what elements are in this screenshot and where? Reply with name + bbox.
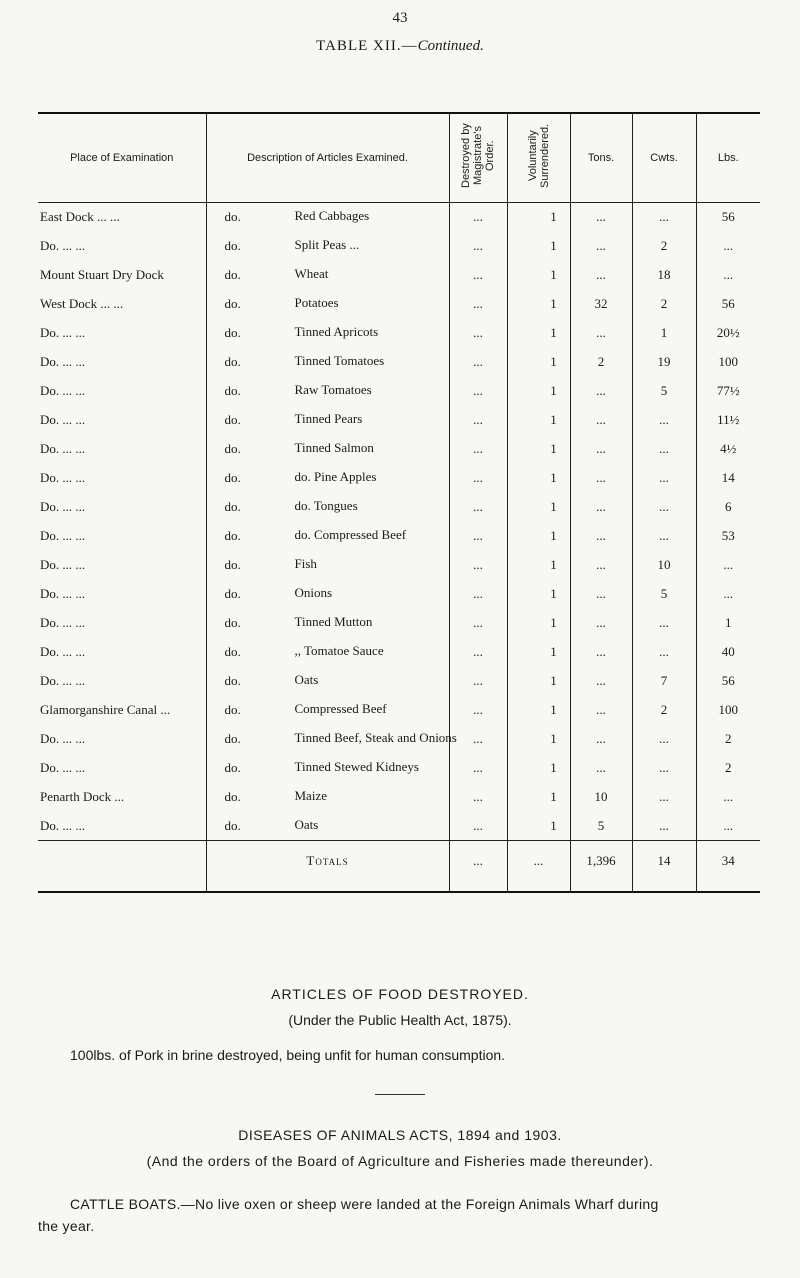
cwts-cell: 7: [632, 667, 696, 696]
ditto-label: do.: [224, 527, 241, 543]
description-cell: [206, 493, 449, 522]
cwts-cell: ...: [632, 754, 696, 783]
description-cell: [206, 580, 449, 609]
ditto-label: do.: [224, 266, 241, 282]
header-voluntarily: [507, 114, 570, 203]
lbs-cell: ...: [696, 783, 760, 812]
place-cell: Do. ... ...: [40, 817, 86, 833]
table-header-row: [38, 114, 760, 203]
tons-cell: ...: [570, 493, 632, 522]
tons-cell: 2: [570, 348, 632, 377]
ditto-label: do.: [224, 498, 241, 514]
tons-cell: ...: [570, 725, 632, 754]
table-row: [38, 725, 760, 754]
ditto-label: do.: [224, 440, 241, 456]
lbs-cell: 56: [696, 667, 760, 696]
tons-cell: ...: [570, 261, 632, 290]
food-examination-table: [38, 114, 760, 891]
description-cell: [206, 725, 457, 754]
table-row: [38, 377, 760, 406]
lbs-cell: 56: [696, 290, 760, 319]
destroyed-cell: ...: [449, 812, 507, 841]
description-cell: [206, 319, 449, 348]
description-cell: [206, 609, 449, 638]
destroyed-cell: ...: [449, 725, 507, 754]
totals-label: Totals: [206, 841, 449, 891]
article-name: Tinned Beef, Steak and Onions: [294, 729, 457, 745]
table-row: [38, 348, 760, 377]
voluntarily-cell: 1: [507, 377, 570, 406]
tons-cell: ...: [570, 377, 632, 406]
voluntarily-cell: 1: [507, 638, 570, 667]
description-cell: [206, 406, 449, 435]
cwts-cell: ...: [632, 464, 696, 493]
lbs-cell: 6: [696, 493, 760, 522]
header-destroyed-text: Destroyed by Magistrate's Order.: [460, 123, 496, 189]
place-cell: Do. ... ...: [40, 382, 86, 398]
totals-voluntarily: ...: [507, 841, 570, 891]
table-row: [38, 464, 760, 493]
voluntarily-cell: 1: [507, 290, 570, 319]
destroyed-cell: ...: [449, 435, 507, 464]
ditto-label: do.: [224, 353, 241, 369]
lbs-cell: 1: [696, 609, 760, 638]
lbs-cell: ...: [696, 232, 760, 261]
cwts-cell: ...: [632, 725, 696, 754]
description-cell: [206, 435, 449, 464]
tons-cell: ...: [570, 232, 632, 261]
cwts-cell: 2: [632, 696, 696, 725]
place-cell: Do. ... ...: [40, 237, 86, 253]
header-tons: Tons.: [570, 114, 632, 203]
destroyed-cell: ...: [449, 261, 507, 290]
ditto-label: do.: [224, 295, 241, 311]
article-name: Raw Tomatoes: [294, 381, 372, 397]
place-cell: Do. ... ...: [40, 585, 86, 601]
destroyed-cell: ...: [449, 551, 507, 580]
diseases-heading: DISEASES OF ANIMALS ACTS, 1894 and 1903.: [238, 1127, 562, 1143]
ditto-label: do.: [224, 759, 241, 775]
destroyed-cell: ...: [449, 319, 507, 348]
destroyed-cell: ...: [449, 464, 507, 493]
ditto-label: do.: [224, 701, 241, 717]
voluntarily-cell: 1: [507, 754, 570, 783]
destroyed-cell: ...: [449, 638, 507, 667]
cwts-cell: 10: [632, 551, 696, 580]
tons-cell: ...: [570, 522, 632, 551]
voluntarily-cell: 1: [507, 551, 570, 580]
voluntarily-cell: 1: [507, 812, 570, 841]
tons-cell: ...: [570, 667, 632, 696]
voluntarily-cell: 1: [507, 319, 570, 348]
table-row: [38, 435, 760, 464]
place-cell: Do. ... ...: [40, 614, 86, 630]
destroyed-cell: ...: [449, 203, 507, 232]
cwts-cell: ...: [632, 812, 696, 841]
description-cell: [206, 638, 449, 667]
lbs-cell: 77½: [696, 377, 760, 406]
lbs-cell: 2: [696, 754, 760, 783]
totals-row: [38, 841, 760, 891]
ditto-label: do.: [224, 237, 241, 253]
voluntarily-cell: 1: [507, 609, 570, 638]
tons-cell: 10: [570, 783, 632, 812]
lbs-cell: 56: [696, 203, 760, 232]
header-lbs: Lbs.: [696, 114, 760, 203]
description-cell: [206, 348, 449, 377]
lbs-cell: 53: [696, 522, 760, 551]
description-cell: [206, 203, 449, 232]
voluntarily-cell: 1: [507, 696, 570, 725]
tons-cell: ...: [570, 464, 632, 493]
page-number: 43: [392, 10, 408, 26]
description-cell: [206, 551, 449, 580]
data-table-container: [38, 112, 760, 893]
lbs-cell: 11½: [696, 406, 760, 435]
cwts-cell: 5: [632, 580, 696, 609]
voluntarily-cell: 1: [507, 232, 570, 261]
table-row: [38, 667, 760, 696]
cwts-cell: 19: [632, 348, 696, 377]
article-name: do. Compressed Beef: [294, 526, 407, 542]
description-cell: [206, 783, 449, 812]
place-cell: Mount Stuart Dry Dock: [40, 266, 164, 282]
table-row: [38, 319, 760, 348]
article-name: Fish: [294, 555, 317, 571]
table-bottom-rule: [38, 891, 760, 893]
article-name: Tinned Mutton: [294, 613, 373, 629]
article-name: Oats: [294, 671, 319, 687]
totals-tons: 1,396: [570, 841, 632, 891]
cwts-cell: ...: [632, 435, 696, 464]
ditto-label: do.: [224, 730, 241, 746]
cwts-cell: 2: [632, 232, 696, 261]
ditto-label: do.: [224, 209, 241, 224]
table-row: [38, 580, 760, 609]
tons-cell: ...: [570, 580, 632, 609]
article-name: Split Peas ...: [294, 236, 360, 252]
ditto-label: do.: [224, 788, 241, 804]
header-place: Place of Examination: [70, 151, 174, 164]
table-row: [38, 609, 760, 638]
table-row: [38, 406, 760, 435]
place-cell: Do. ... ...: [40, 469, 86, 485]
destroyed-cell: ...: [449, 754, 507, 783]
table-row: [38, 493, 760, 522]
cwts-cell: ...: [632, 609, 696, 638]
totals-cwts: 14: [632, 841, 696, 891]
article-name: Oats: [294, 816, 319, 832]
voluntarily-cell: 1: [507, 725, 570, 754]
ditto-label: do.: [224, 469, 241, 485]
voluntarily-cell: 1: [507, 667, 570, 696]
place-cell: Do. ... ...: [40, 498, 86, 514]
lbs-cell: 100: [696, 696, 760, 725]
tons-cell: ...: [570, 609, 632, 638]
article-name: Red Cabbages: [294, 208, 370, 223]
cattle-boats-paragraph: [38, 1193, 770, 1237]
place-cell: Glamorganshire Canal ...: [40, 701, 171, 717]
table-body: [38, 203, 760, 841]
place-cell: East Dock ... ...: [40, 209, 120, 224]
article-name: Wheat: [294, 265, 329, 281]
table-row: [38, 232, 760, 261]
place-cell: Do. ... ...: [40, 353, 86, 369]
destroyed-cell: ...: [449, 609, 507, 638]
table-row: [38, 812, 760, 841]
table-row: [38, 551, 760, 580]
tons-cell: 5: [570, 812, 632, 841]
cwts-cell: ...: [632, 783, 696, 812]
header-cwts: Cwts.: [632, 114, 696, 203]
place-cell: West Dock ... ...: [40, 295, 124, 311]
cwts-cell: 2: [632, 290, 696, 319]
totals-destroyed: ...: [449, 841, 507, 891]
lbs-cell: 2: [696, 725, 760, 754]
tons-cell: ...: [570, 406, 632, 435]
description-cell: [206, 812, 449, 841]
cwts-cell: ...: [632, 493, 696, 522]
food-destroyed-heading: ARTICLES OF FOOD DESTROYED.: [271, 986, 529, 1002]
ditto-label: do.: [224, 382, 241, 398]
voluntarily-cell: 1: [507, 203, 570, 232]
table-row: [38, 261, 760, 290]
place-cell: Penarth Dock ...: [40, 788, 125, 804]
description-cell: [206, 754, 449, 783]
table-row: [38, 203, 760, 232]
tons-cell: ...: [570, 551, 632, 580]
description-cell: [206, 261, 449, 290]
lbs-cell: 20½: [696, 319, 760, 348]
article-name: Maize: [294, 787, 327, 803]
destroyed-cell: ...: [449, 493, 507, 522]
destroyed-cell: ...: [449, 290, 507, 319]
article-name: Tinned Stewed Kidneys: [294, 758, 419, 774]
ditto-label: do.: [224, 556, 241, 572]
place-cell: Do. ... ...: [40, 411, 86, 427]
destroyed-cell: ...: [449, 377, 507, 406]
place-cell: Do. ... ...: [40, 556, 86, 572]
article-name: Compressed Beef: [294, 700, 387, 716]
article-name: Tinned Pears: [294, 410, 363, 426]
cwts-cell: ...: [632, 406, 696, 435]
ditto-label: do.: [224, 643, 241, 659]
totals-lbs: 34: [696, 841, 760, 891]
destroyed-cell: ...: [449, 232, 507, 261]
table-row: [38, 522, 760, 551]
destroyed-cell: ...: [449, 580, 507, 609]
voluntarily-cell: 1: [507, 261, 570, 290]
lbs-cell: 4½: [696, 435, 760, 464]
ditto-label: do.: [224, 585, 241, 601]
food-destroyed-text: 100lbs. of Pork in brine destroyed, being unfit for human consumption.: [70, 1047, 506, 1063]
table-title-main: TABLE XII.—: [316, 38, 418, 54]
table-row: [38, 290, 760, 319]
voluntarily-cell: 1: [507, 406, 570, 435]
lbs-cell: 14: [696, 464, 760, 493]
place-cell: Do. ... ...: [40, 672, 86, 688]
voluntarily-cell: 1: [507, 348, 570, 377]
destroyed-cell: ...: [449, 348, 507, 377]
header-voluntarily-text: Voluntarily Surrendered.: [526, 123, 551, 189]
table-row: [38, 638, 760, 667]
description-cell: [206, 464, 449, 493]
table-row: [38, 754, 760, 783]
tons-cell: ...: [570, 435, 632, 464]
destroyed-cell: ...: [449, 667, 507, 696]
table-title-italic: Continued.: [417, 38, 484, 54]
header-description: Description of Articles Examined.: [206, 114, 449, 203]
diseases-subheading: (And the orders of the Board of Agriculture and Fisheries made thereunder).: [146, 1153, 654, 1169]
ditto-label: do.: [224, 324, 241, 340]
article-name: Tinned Salmon: [294, 439, 374, 455]
place-cell: Do. ... ...: [40, 527, 86, 543]
cwts-cell: 5: [632, 377, 696, 406]
voluntarily-cell: 1: [507, 522, 570, 551]
table-row: [38, 783, 760, 812]
lbs-cell: 40: [696, 638, 760, 667]
article-name: ,, Tomatoe Sauce: [294, 642, 384, 658]
description-cell: [206, 290, 449, 319]
cwts-cell: ...: [632, 522, 696, 551]
article-name: Tinned Tomatoes: [294, 352, 385, 368]
lbs-cell: ...: [696, 580, 760, 609]
article-name: do. Pine Apples: [294, 468, 377, 484]
tons-cell: 32: [570, 290, 632, 319]
lbs-cell: ...: [696, 551, 760, 580]
article-name: Onions: [294, 584, 333, 600]
table-row: [38, 696, 760, 725]
description-cell: [206, 377, 449, 406]
lbs-cell: ...: [696, 812, 760, 841]
cwts-cell: ...: [632, 638, 696, 667]
description-cell: [206, 667, 449, 696]
destroyed-cell: ...: [449, 406, 507, 435]
place-cell: Do. ... ...: [40, 643, 86, 659]
article-name: Potatoes: [294, 294, 339, 310]
destroyed-cell: ...: [449, 696, 507, 725]
tons-cell: ...: [570, 754, 632, 783]
table-title: [0, 38, 800, 55]
place-cell: Do. ... ...: [40, 440, 86, 456]
voluntarily-cell: 1: [507, 783, 570, 812]
place-cell: Do. ... ...: [40, 730, 86, 746]
destroyed-cell: ...: [449, 783, 507, 812]
cwts-cell: 18: [632, 261, 696, 290]
voluntarily-cell: 1: [507, 435, 570, 464]
voluntarily-cell: 1: [507, 580, 570, 609]
article-name: do. Tongues: [294, 497, 358, 513]
ditto-label: do.: [224, 411, 241, 427]
food-destroyed-subheading: (Under the Public Health Act, 1875).: [288, 1012, 512, 1028]
section-divider: [375, 1094, 425, 1095]
description-cell: [206, 696, 449, 725]
tons-cell: ...: [570, 319, 632, 348]
cwts-cell: ...: [632, 203, 696, 232]
ditto-label: do.: [224, 817, 241, 833]
lbs-cell: ...: [696, 261, 760, 290]
lbs-cell: 100: [696, 348, 760, 377]
ditto-label: do.: [224, 614, 241, 630]
tons-cell: ...: [570, 696, 632, 725]
header-destroyed: [449, 114, 507, 203]
destroyed-cell: ...: [449, 522, 507, 551]
place-cell: Do. ... ...: [40, 324, 86, 340]
tons-cell: ...: [570, 638, 632, 667]
tons-cell: ...: [570, 203, 632, 232]
voluntarily-cell: 1: [507, 464, 570, 493]
description-cell: [206, 522, 449, 551]
description-cell: [206, 232, 449, 261]
voluntarily-cell: 1: [507, 493, 570, 522]
article-name: Tinned Apricots: [294, 323, 379, 339]
totals-empty-cell: [38, 841, 206, 891]
cwts-cell: 1: [632, 319, 696, 348]
cattle-boats-line-1: CATTLE BOATS.—No live oxen or sheep were landed at the Foreign Animals Wharf during: [70, 1196, 659, 1212]
cattle-boats-line-2: the year.: [38, 1218, 95, 1234]
place-cell: Do. ... ...: [40, 759, 86, 775]
ditto-label: do.: [224, 672, 241, 688]
